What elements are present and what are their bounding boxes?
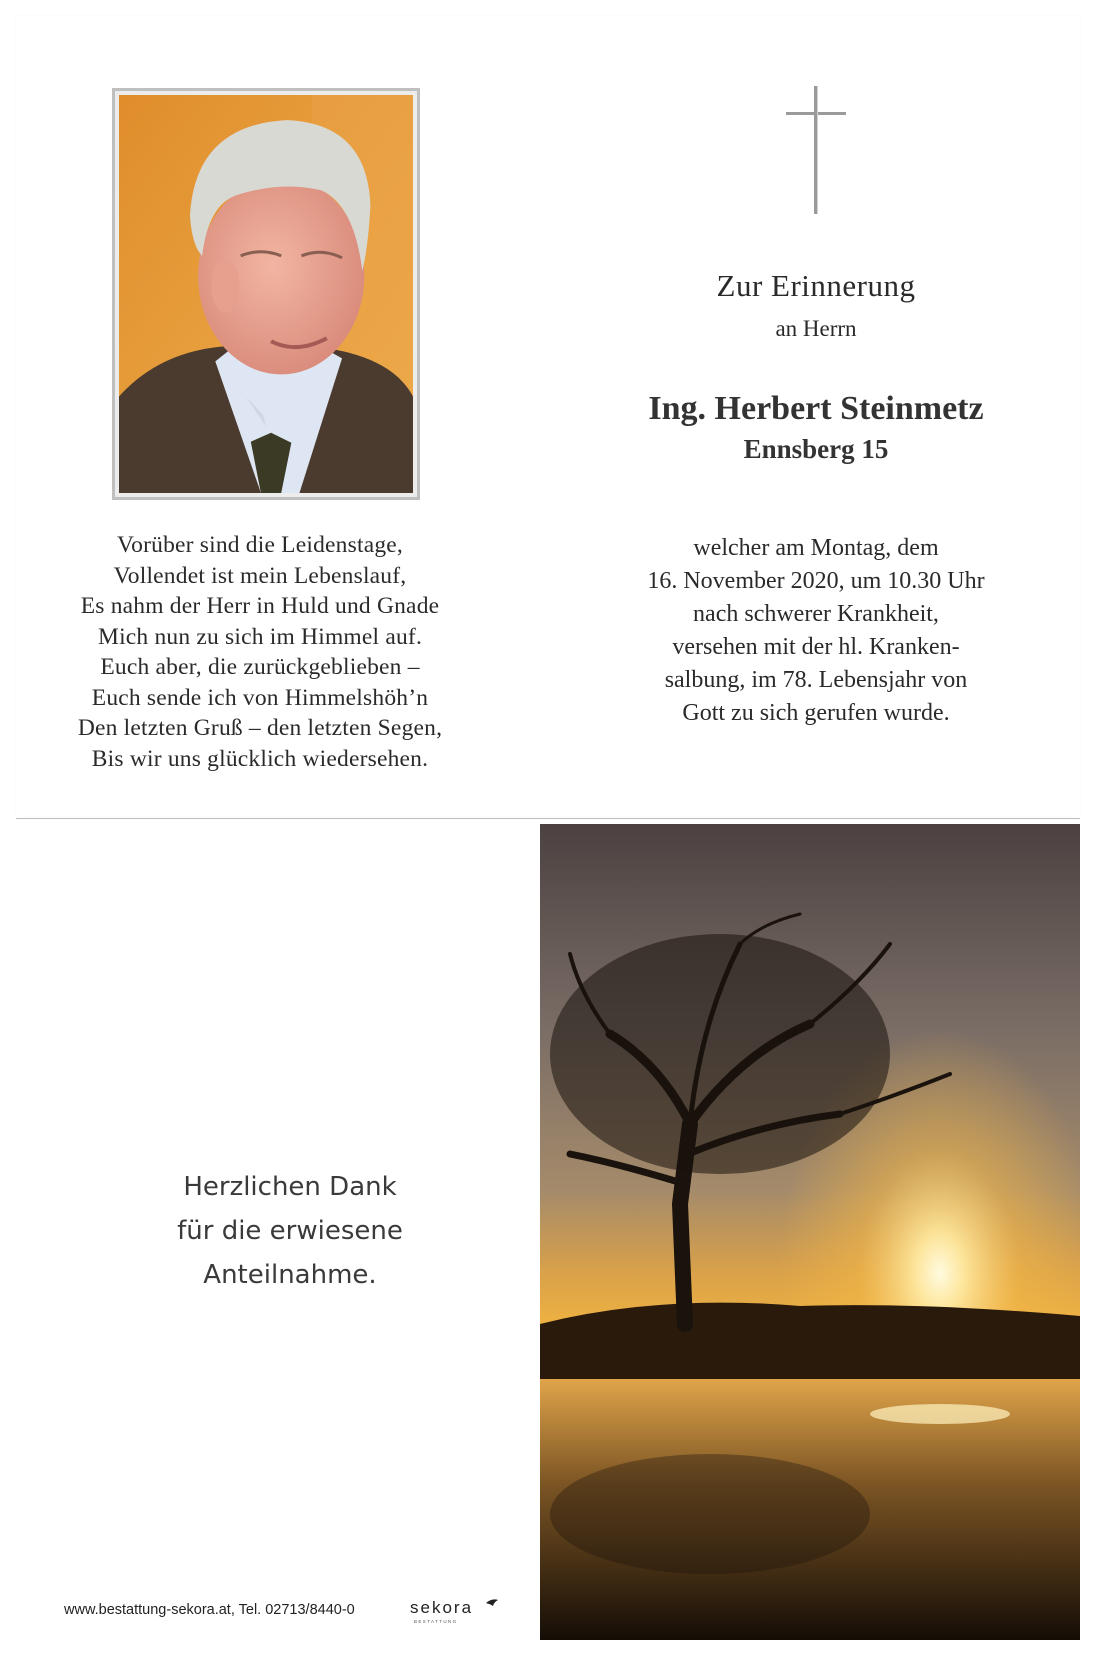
poem-line: Vollendet ist mein Lebenslauf, xyxy=(113,562,407,589)
poem-line: Bis wir uns glücklich wiedersehen. xyxy=(91,745,429,772)
sunset-tree-photo xyxy=(540,824,1080,1640)
bird-icon xyxy=(486,1599,498,1606)
footer-contact: www.bestattung-sekora.at, Tel. 02713/8440-0 xyxy=(64,1602,355,1618)
poem-line: Euch sende ich von Himmelshöh’n xyxy=(91,684,429,711)
notice-line: welcher am Montag, dem xyxy=(693,535,939,561)
notice-line: versehen mit der hl. Kranken- xyxy=(672,634,960,660)
footer xyxy=(64,1596,504,1626)
thanks-line: für die erwiesene xyxy=(177,1216,403,1246)
heading-in-memory: Zur Erinnerung xyxy=(716,268,916,303)
poem-line: Euch aber, die zurückgeblieben – xyxy=(100,654,420,680)
cross-icon xyxy=(786,86,846,214)
poem-line: Den letzten Gruß – den letzten Segen, xyxy=(77,715,443,741)
thanks-line: Herzlichen Dank xyxy=(183,1172,397,1202)
logo-sub: BESTATTUNG xyxy=(414,1619,458,1624)
logo-word: sekora xyxy=(410,1598,474,1617)
notice-line: 16. November 2020, um 10.30 Uhr xyxy=(647,568,985,594)
poem xyxy=(30,530,490,774)
thanks-message xyxy=(100,1165,480,1297)
fold-divider xyxy=(16,818,1080,819)
poem-line: Mich nun zu sich im Himmel auf. xyxy=(97,623,423,650)
poem-line: Vorüber sind die Leidenstage, xyxy=(117,532,403,558)
heading-sub: an Herrn xyxy=(775,316,857,341)
notice-line: salbung, im 78. Lebensjahr von xyxy=(664,667,968,693)
notice-line: Gott zu sich gerufen wurde. xyxy=(682,700,950,726)
sekora-logo xyxy=(408,1596,508,1626)
portrait-photo xyxy=(119,95,413,493)
portrait-frame xyxy=(112,88,420,500)
thanks-line: Anteilnahme. xyxy=(203,1260,377,1290)
deceased-address: Ennsberg 15 xyxy=(743,434,889,464)
notice-line: nach schwerer Krankheit, xyxy=(693,601,939,627)
death-notice xyxy=(596,532,1036,730)
deceased-name: Ing. Herbert Steinmetz xyxy=(648,390,984,427)
poem-line: Es nahm der Herr in Huld und Gnade xyxy=(80,593,440,619)
